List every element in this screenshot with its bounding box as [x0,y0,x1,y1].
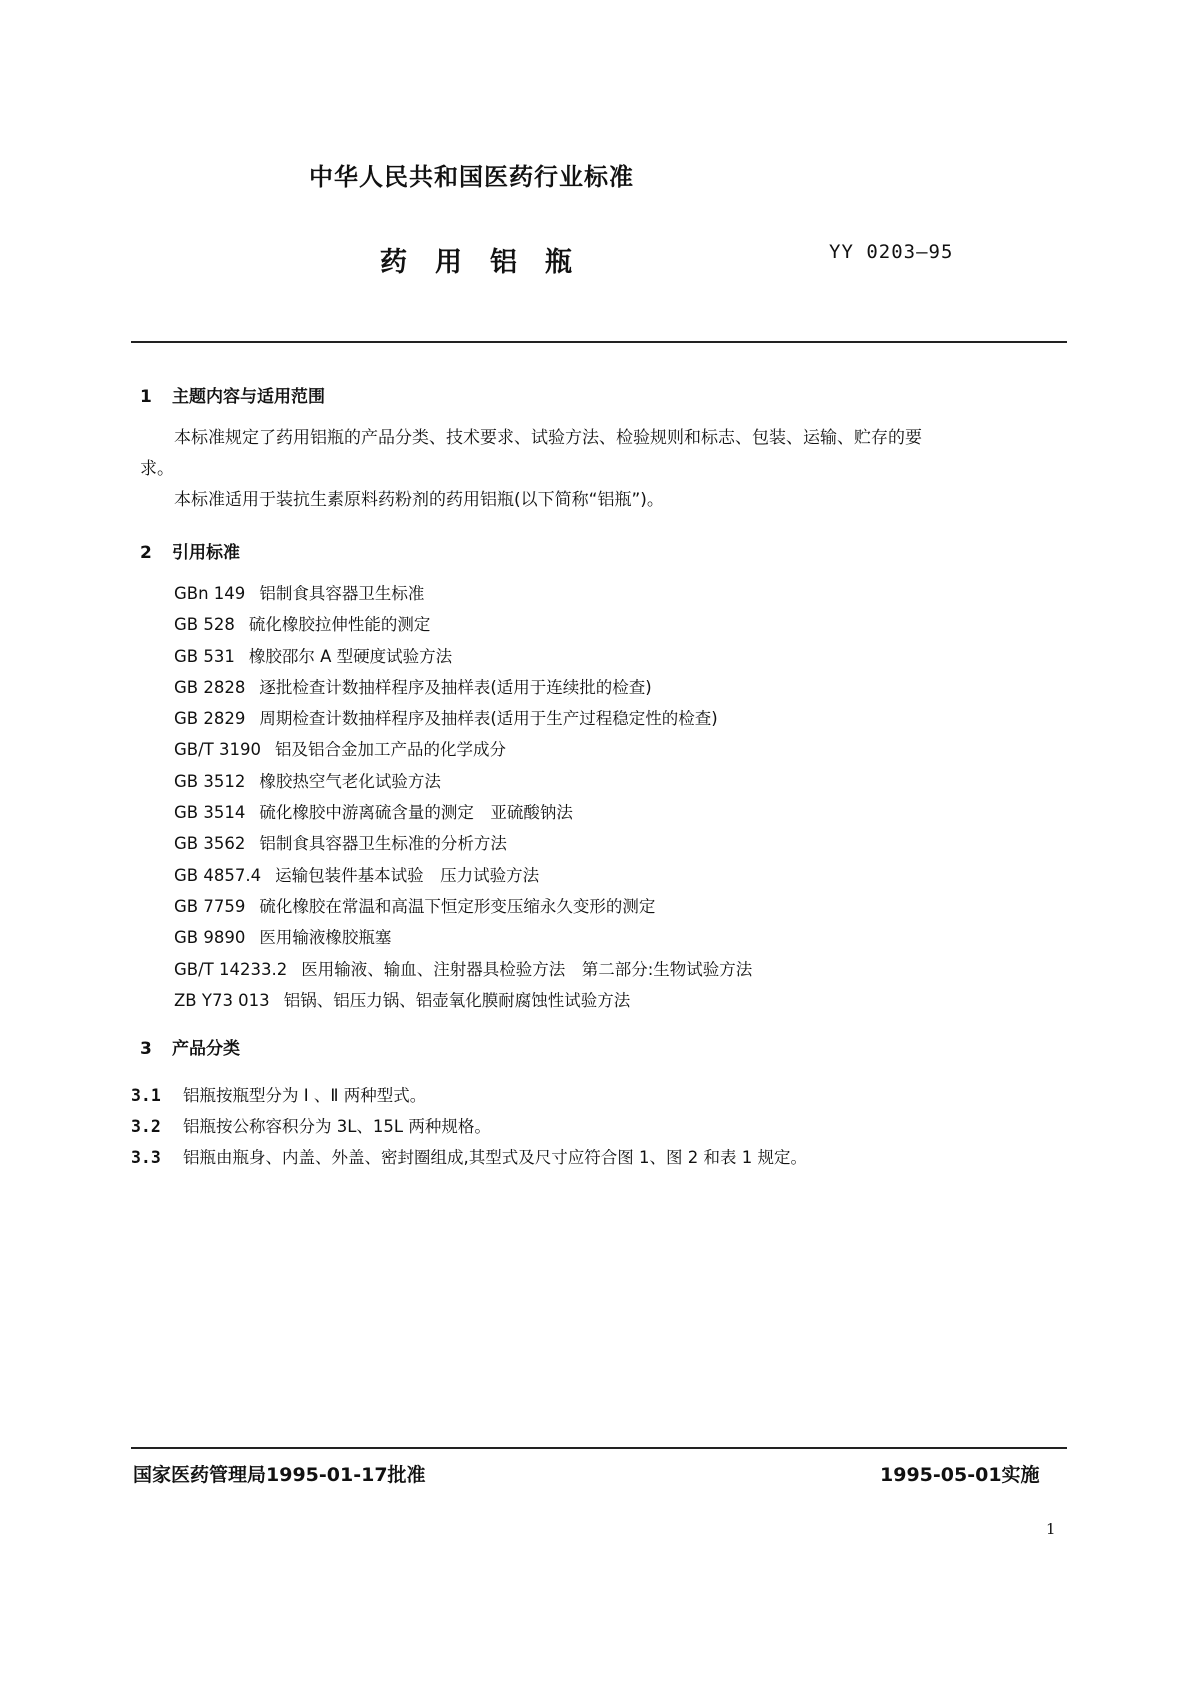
header-divider [131,341,1067,343]
reference-item [174,705,752,736]
section-3-title: 产品分类 [172,1039,240,1059]
clause-number: 3.3 [131,1148,161,1167]
reference-code: GB 3562 [174,834,246,854]
reference-item [174,987,752,1018]
reference-code: GB 2829 [174,709,246,729]
document-title: 药用铝瓶 [380,247,600,278]
referenced-standards-list [174,580,752,1018]
reference-title: 铝及铝合金加工产品的化学成分 [274,740,506,760]
reference-code: GB 4857.4 [174,865,262,885]
reference-title: 周期检查计数抽样程序及抽样表(适用于生产过程稳定性的检查) [259,709,718,729]
reference-code: GB 3514 [174,803,246,823]
clause-item [131,1082,807,1113]
approval-line: 国家医药管理局1995-01-17批准 [133,1464,426,1486]
reference-code: ZB Y73 013 [174,990,270,1010]
reference-code: GB 3512 [174,771,246,791]
section-2-number: 2 [140,543,152,563]
reference-title: 橡胶热空气老化试验方法 [259,771,441,791]
clause-item [131,1113,807,1144]
clause-text: 铝瓶按瓶型分为 Ⅰ 、Ⅱ 两种型式。 [183,1086,427,1105]
reference-item [174,580,752,611]
page-number: 1 [1046,1520,1056,1538]
section-2-heading [140,538,240,563]
reference-title: 逐批检查计数抽样程序及抽样表(适用于连续批的检查) [259,677,652,697]
reference-title: 橡胶邵尔 A 型硬度试验方法 [248,646,453,666]
reference-item [174,736,752,767]
clause-text: 铝瓶按公称容积分为 3L、15L 两种规格。 [183,1117,491,1136]
standard-number: YY 0203—95 [829,241,954,263]
reference-title: 硫化橡胶拉伸性能的测定 [248,615,431,635]
reference-code: GB 528 [174,615,235,635]
reference-title: 铝锅、铝压力锅、铝壶氧化膜耐腐蚀性试验方法 [283,990,631,1010]
clause-item [131,1144,807,1175]
clause-text: 铝瓶由瓶身、内盖、外盖、密封圈组成,其型式及尺寸应符合图 1、图 2 和表 1 规定。 [183,1148,807,1167]
reference-item [174,924,752,955]
reference-code: GB 9890 [174,928,246,948]
section-1-paragraph-1: 本标准规定了药用铝瓶的产品分类、技术要求、试验方法、检验规则和标志、包装、运输、贮存的要 [174,428,922,448]
reference-code: GB 2828 [174,677,246,697]
section-1-heading [140,382,325,407]
reference-title: 铝制食具容器卫生标准的分析方法 [259,834,507,854]
reference-code: GB/T 14233.2 [174,959,288,979]
reference-item [174,799,752,830]
reference-title: 铝制食具容器卫生标准 [259,584,425,603]
section-3-number: 3 [140,1039,152,1059]
section-3-heading [140,1034,240,1059]
reference-item [174,611,752,642]
section-2-title: 引用标准 [172,543,240,563]
reference-title: 运输包装件基本试验 压力试验方法 [275,865,540,885]
effective-date-line: 1995-05-01实施 [880,1464,1040,1486]
reference-item [174,862,752,893]
reference-title: 硫化橡胶中游离硫含量的测定 亚硫酸钠法 [259,803,573,823]
clause-number: 3.1 [131,1086,161,1105]
reference-code: GB 7759 [174,896,246,916]
reference-item [174,674,752,705]
section-1-title: 主题内容与适用范围 [172,387,325,407]
section-1-paragraph-2: 本标准适用于装抗生素原料药粉剂的药用铝瓶(以下简称“铝瓶”)。 [174,490,664,510]
reference-code: GBn 149 [174,584,246,603]
reference-title: 医用输液、输血、注射器具检验方法 第二部分:生物试验方法 [301,959,753,979]
reference-item [174,956,752,987]
reference-title: 硫化橡胶在常温和高温下恒定形变压缩永久变形的测定 [259,896,656,916]
section-1-number: 1 [140,387,152,407]
reference-title: 医用输液橡胶瓶塞 [259,928,392,948]
reference-item [174,830,752,861]
section-1-paragraph-1-continued: 求。 [140,459,174,479]
clause-number: 3.2 [131,1117,161,1136]
reference-code: GB/T 3190 [174,740,261,760]
reference-item [174,643,752,674]
reference-item [174,768,752,799]
reference-item [174,893,752,924]
footer-divider [131,1447,1067,1449]
reference-code: GB 531 [174,646,235,666]
standard-category-heading: 中华人民共和国医药行业标准 [309,163,634,191]
section-3-clauses [131,1082,807,1175]
